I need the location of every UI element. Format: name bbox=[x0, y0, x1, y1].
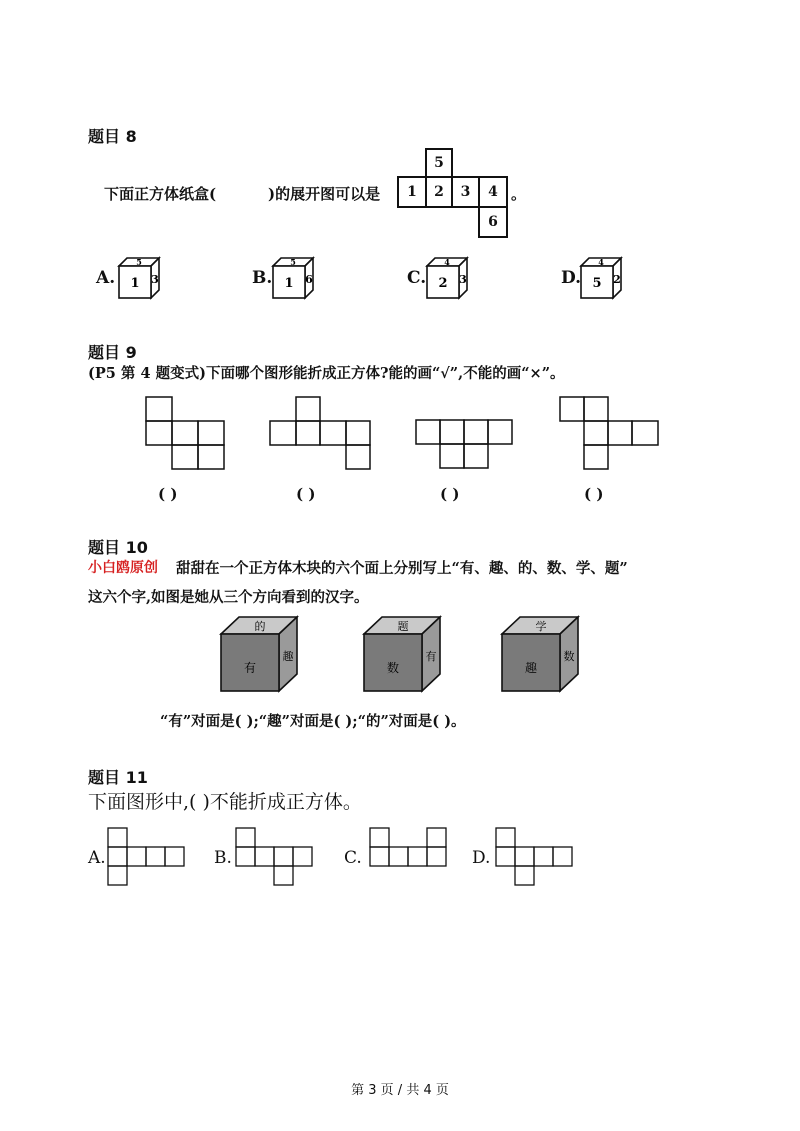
cube-front-text: 有 bbox=[243, 661, 257, 675]
q8-end-mark: 。 bbox=[511, 185, 527, 203]
q9-answer-blank-2[interactable]: ( ) bbox=[296, 485, 316, 503]
q11-prompt: 下面图形中,( )不能折成正方体。 bbox=[88, 791, 362, 813]
cube-side-text: 2 bbox=[613, 273, 621, 286]
q11-title: 题目 11 bbox=[88, 768, 148, 787]
page-footer: 第 3 页 / 共 4 页 bbox=[351, 1083, 449, 1098]
cube-top-text: 4 bbox=[444, 257, 450, 267]
cube-front-text: 1 bbox=[284, 276, 294, 291]
cube-top-text: 题 bbox=[397, 620, 409, 633]
cube-side-text: 6 bbox=[305, 273, 313, 286]
q9-title: 题目 9 bbox=[88, 343, 137, 362]
net-cell: 4 bbox=[478, 176, 508, 208]
q8-option-d-cube bbox=[578, 256, 624, 302]
q8-option-a-label: A. bbox=[96, 268, 116, 288]
cube-top-text: 5 bbox=[136, 257, 142, 267]
q10-tag: 小白鸥原创 bbox=[88, 560, 158, 576]
cube-front-text: 5 bbox=[592, 276, 602, 291]
q11-option-c-label: C. bbox=[344, 848, 362, 868]
net-cell: 6 bbox=[478, 206, 508, 238]
net-cell: 1 bbox=[397, 176, 427, 208]
q11-option-b-label: B. bbox=[214, 848, 232, 868]
cube-front-text: 趣 bbox=[524, 661, 538, 675]
q11-option-a-label: A. bbox=[88, 848, 106, 868]
q8-title: 题目 8 bbox=[88, 127, 137, 146]
q11-option-d-net bbox=[494, 826, 576, 888]
q11-option-d-label: D. bbox=[472, 848, 491, 868]
q8-option-d-label: D. bbox=[561, 268, 582, 288]
cube-side-text: 3 bbox=[459, 273, 467, 286]
q10-title: 题目 10 bbox=[88, 538, 148, 557]
q10-cube-2 bbox=[361, 614, 443, 694]
q8-option-c-cube bbox=[424, 256, 470, 302]
cube-side-text: 趣 bbox=[282, 650, 294, 663]
q10-line2: 这六个字,如图是她从三个方向看到的汉字。 bbox=[88, 589, 369, 606]
q10-answer-line: “有”对面是( );“趣”对面是( );“的”对面是( )。 bbox=[160, 713, 466, 730]
q11-option-a-net bbox=[106, 826, 188, 888]
cube-top-text: 学 bbox=[535, 620, 547, 633]
cube-top-text: 4 bbox=[598, 257, 604, 267]
q9-answer-blank-4[interactable]: ( ) bbox=[584, 485, 604, 503]
q10-cube-1 bbox=[218, 614, 300, 694]
q8-prompt-prefix: 下面正方体纸盒( bbox=[104, 185, 217, 203]
cube-top-text: 的 bbox=[254, 620, 266, 633]
q10-line1: 甜甜在一个正方体木块的六个面上分别写上“有、趣、的、数、学、题” bbox=[176, 560, 628, 577]
q8-option-b-label: B. bbox=[252, 268, 273, 288]
net-cell: 3 bbox=[451, 176, 480, 208]
q9-prompt: (P5 第 4 题变式)下面哪个图形能折成正方体?能的画“√”,不能的画“×”。 bbox=[88, 365, 565, 382]
q8-option-b-cube bbox=[270, 256, 316, 302]
net-cell: 5 bbox=[425, 148, 453, 178]
cube-side-text: 3 bbox=[151, 273, 159, 286]
q9-net-2 bbox=[268, 395, 374, 471]
q9-net-3 bbox=[414, 418, 516, 470]
cube-side-text: 有 bbox=[425, 650, 437, 663]
q9-net-1 bbox=[144, 395, 226, 471]
q9-net-4 bbox=[558, 395, 662, 471]
q11-option-c-net bbox=[368, 826, 450, 870]
q11-option-b-net bbox=[234, 826, 316, 888]
q8-prompt-suffix: )的展开图可以是 bbox=[268, 185, 381, 203]
q8-option-a-cube bbox=[116, 256, 162, 302]
q8-option-c-label: C. bbox=[407, 268, 427, 288]
net-cell: 2 bbox=[425, 176, 453, 208]
q9-answer-blank-3[interactable]: ( ) bbox=[440, 485, 460, 503]
cube-side-text: 数 bbox=[563, 650, 575, 663]
cube-front-text: 1 bbox=[130, 276, 140, 291]
q9-answer-blank-1[interactable]: ( ) bbox=[158, 485, 178, 503]
cube-front-text: 数 bbox=[386, 661, 400, 675]
cube-top-text: 5 bbox=[290, 257, 296, 267]
q10-cube-3 bbox=[499, 614, 581, 694]
cube-front-text: 2 bbox=[438, 276, 448, 291]
